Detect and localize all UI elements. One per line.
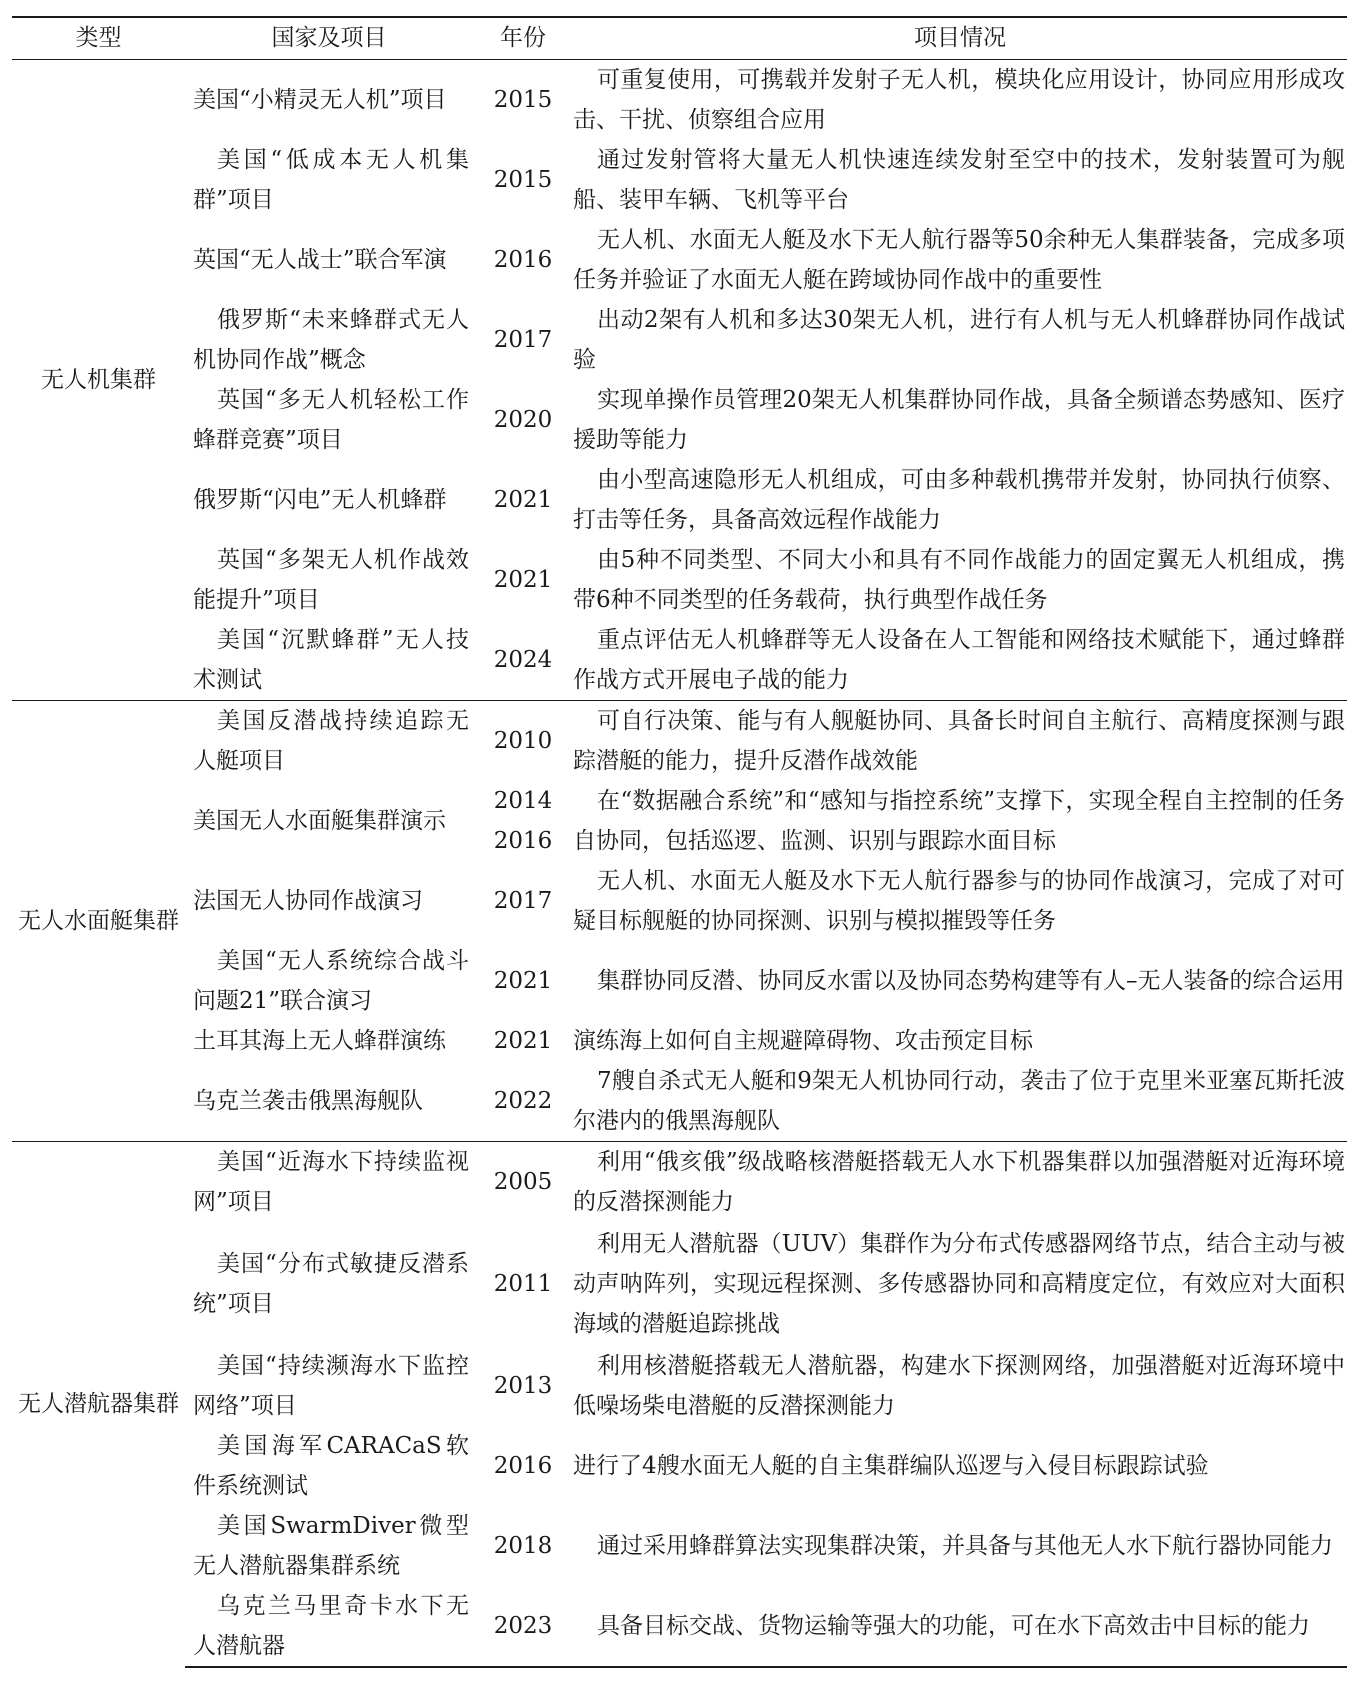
description-cell: 具备目标交战、货物运输等强大的功能，可在水下高效击中目标的能力 [573,1586,1347,1667]
group-uav [12,59,1347,700]
description-cell: 利用无人潜航器（UUV）集群作为分布式传感器网络节点，结合主动与被动声呐阵列，实现远程探测、多传感器协同和高精度定位，有效应对大面积海域的潜艇追踪挑战 [573,1230,1345,1337]
table-row [12,220,1347,300]
header-year: 年份 [473,17,573,59]
project-cell: 英国“无人战士”联合军演 [193,246,447,273]
year-cell: 2021 [493,967,553,994]
description-cell: 出动2架有人机和多达30架无人机，进行有人机与无人机蜂群协同作战试验 [573,306,1345,373]
projects-table [12,16,1347,1668]
project-cell: 美国“无人系统综合战斗问题21”联合演习 [193,947,469,1014]
project-cell: 英国“多架无人机作战效能提升”项目 [193,546,469,613]
year-cell: 2023 [473,1586,573,1667]
description-cell: 集群协同反潜、协同反水雷以及协同态势构建等有人–无人装备的综合运用 [597,967,1345,994]
year-cell: 2005 [473,1141,573,1222]
year-cell: 2016 [493,246,553,273]
year-cell: 2024 [493,646,553,673]
category-cell: 无人水面艇集群 [12,700,185,1141]
table-row [12,1586,1347,1667]
description-cell: 进行了4艘水面无人艇的自主集群编队巡逻与入侵目标跟踪试验 [573,1452,1209,1479]
project-cell: 英国“多无人机轻松工作蜂群竞赛”项目 [193,386,469,453]
year-cell: 2021 [493,1027,553,1054]
category-cell: 无人潜航器集群 [12,1141,185,1667]
description-cell: 可重复使用，可携载并发射子无人机，模块化应用设计，协同应用形成攻击、干扰、侦察组合应用 [573,59,1347,140]
table-row [12,1426,1347,1506]
table-row [12,941,1347,1021]
table-row [12,300,1347,380]
table-row [12,380,1347,460]
table-row [12,1506,1347,1586]
group-usv [12,700,1347,1141]
year-cell: 2015 [493,166,553,193]
project-cell: 美国“低成本无人机集群”项目 [193,146,469,213]
project-cell: 美国SwarmDiver微型无人潜航器集群系统 [193,1512,469,1579]
description-cell: 在“数据融合系统”和“感知与指控系统”支撑下，实现全程自主控制的任务自协同，包括巡逻、监测、识别与跟踪水面目标 [573,787,1345,854]
group-uuv [12,1141,1347,1667]
table-row [12,1222,1347,1346]
year-cell [473,781,573,861]
project-cell: 美国“沉默蜂群”无人技术测试 [193,626,469,693]
year-cell: 2021 [493,486,553,513]
table-row [12,1346,1347,1426]
description-cell: 7艘自杀式无人艇和9架无人机协同行动，袭击了位于克里米亚塞瓦斯托波尔港内的俄黑海舰队 [573,1067,1345,1134]
year-cell: 2016 [493,1452,553,1479]
project-cell: 美国“分布式敏捷反潜系统”项目 [193,1250,469,1317]
year-cell: 2018 [493,1532,553,1559]
year-cell: 2020 [493,406,553,433]
project-cell: 俄罗斯“闪电”无人机蜂群 [193,486,447,513]
table-row [12,620,1347,701]
description-cell: 由5种不同类型、不同大小和具有不同作战能力的固定翼无人机组成，携带6种不同类型的任务载荷，执行典型作战任务 [573,546,1345,613]
project-cell: 美国无人水面艇集群演示 [193,807,446,834]
description-cell: 实现单操作员管理20架无人机集群协同作战，具备全频谱态势感知、医疗援助等能力 [573,386,1345,453]
description-cell: 无人机、水面无人艇及水下无人航行器等50余种无人集群装备，完成多项任务并验证了水面无人艇在跨域协同作战中的重要性 [573,226,1345,293]
table-row [12,59,1347,140]
project-cell: 乌克兰袭击俄黑海舰队 [193,1087,423,1114]
table-row [12,861,1347,941]
description-cell: 无人机、水面无人艇及水下无人航行器参与的协同作战演习，完成了对可疑目标舰艇的协同探测、识别与模拟摧毁等任务 [573,867,1345,934]
year-cell: 2017 [493,326,553,353]
description-cell: 可自行决策、能与有人舰艇协同、具备长时间自主航行、高精度探测与跟踪潜艇的能力，提升反潜作战效能 [573,700,1347,781]
project-cell: 美国反潜战持续追踪无人艇项目 [185,700,473,781]
year-cell: 2021 [493,566,553,593]
description-cell: 通过采用蜂群算法实现集群决策，并具备与其他无人水下航行器协同能力 [597,1532,1333,1559]
project-cell: 美国“小精灵无人机”项目 [185,59,473,140]
table-row [12,1021,1347,1061]
project-cell: 美国“近海水下持续监视网”项目 [185,1141,473,1222]
table-row [12,781,1347,861]
year-cell: 2015 [473,59,573,140]
project-cell: 俄罗斯“未来蜂群式无人机协同作战”概念 [193,306,469,373]
description-cell: 由小型高速隐形无人机组成，可由多种载机携带并发射，协同执行侦察、打击等任务，具备高效远程作战能力 [573,466,1345,533]
table-header-row [12,17,1347,59]
table-row [12,460,1347,540]
year-value-second: 2016 [493,827,553,854]
header-type: 类型 [12,17,185,59]
year-value: 2014 [493,787,553,814]
project-cell: 乌克兰马里奇卡水下无人潜航器 [185,1586,473,1667]
table-row [12,700,1347,781]
project-cell: 美国海军CARACaS软件系统测试 [193,1432,469,1499]
description-cell: 利用“俄亥俄”级战略核潜艇搭载无人水下机器集群以加强潜艇对近海环境的反潜探测能力 [573,1141,1347,1222]
year-cell: 2011 [493,1270,553,1297]
table-row [12,140,1347,220]
year-cell: 2013 [493,1372,553,1399]
category-cell: 无人机集群 [12,59,185,700]
project-cell: 土耳其海上无人蜂群演练 [193,1027,446,1054]
description-cell: 重点评估无人机蜂群等无人设备在人工智能和网络技术赋能下，通过蜂群作战方式开展电子战的能力 [573,626,1345,693]
year-cell: 2010 [473,700,573,781]
table-row [12,540,1347,620]
table-row [12,1061,1347,1142]
project-cell: 美国“持续濒海水下监控网络”项目 [193,1352,469,1419]
table-row [12,1141,1347,1222]
year-cell: 2017 [493,887,553,914]
project-cell: 法国无人协同作战演习 [193,887,423,914]
description-cell: 演练海上如何自主规避障碍物、攻击预定目标 [573,1027,1033,1054]
description-cell: 利用核潜艇搭载无人潜航器，构建水下探测网络，加强潜艇对近海环境中低噪场柴电潜艇的反潜探测能力 [573,1352,1345,1419]
header-description: 项目情况 [573,17,1347,59]
header-project: 国家及项目 [185,17,473,59]
description-cell: 通过发射管将大量无人机快速连续发射至空中的技术，发射装置可为舰船、装甲车辆、飞机等平台 [573,146,1345,213]
year-cell: 2022 [493,1087,553,1114]
